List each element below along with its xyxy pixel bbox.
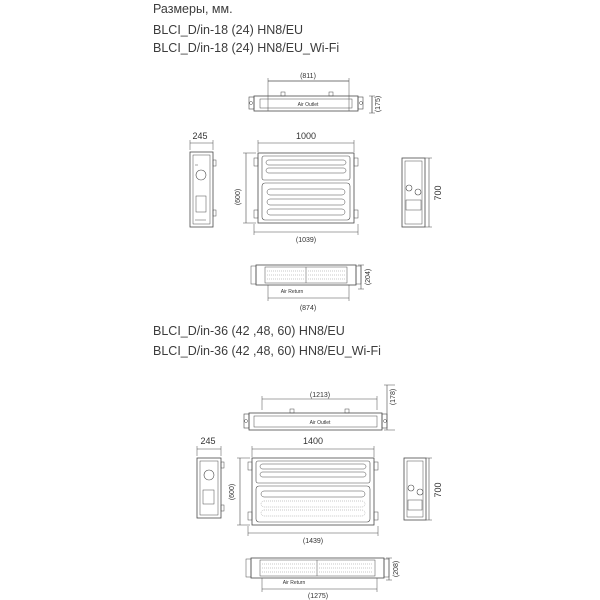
large-right-view [404,458,443,520]
small-front-body [258,153,354,223]
model-title-small-2: BLCI_D/in-18 (24) HN8/EU_Wi-Fi [153,41,340,55]
small-side-depth-label: 245 [192,131,208,141]
large-bottom-view [246,558,400,600]
small-left-view [190,131,216,227]
small-right-body [402,158,425,227]
large-front-view [229,436,378,545]
large-front-width-label: 1400 [302,436,324,446]
large-left-view [197,436,224,518]
model-title-large-2: BLCI_D/in-36 (42 ,48, 60) HN8/EU_Wi-Fi [153,344,381,358]
large-outlet-label: Air Outlet [309,420,331,426]
large-return-height-label: (208) [393,560,400,578]
large-front-overall-label: (1439) [302,538,324,545]
small-return-height-label: (204) [365,268,372,286]
large-return-label: Air Return [282,580,306,586]
model-title-small-1: BLCI_D/in-18 (24) HN8/EU [153,23,304,37]
small-top-view [249,73,382,113]
small-unit-drawings [190,73,443,312]
large-front-height-label: (600) [229,483,236,501]
large-unit-drawings [197,385,443,600]
small-right-view [402,158,443,227]
large-front-body [252,458,374,525]
small-outlet-label: Air Outlet [297,102,319,108]
large-side-body [197,458,221,518]
small-return-width-label: (874) [299,305,317,312]
large-right-height-label: 700 [433,482,443,498]
large-side-depth-label: 245 [200,436,216,446]
large-top-view [244,385,397,430]
large-top-height-label: (178) [390,388,397,406]
small-return-label: Air Return [280,289,304,295]
large-top-width-label: (1213) [309,392,331,399]
large-return-width-label: (1275) [307,593,329,600]
small-front-width-label: 1000 [295,131,317,141]
large-right-body [404,458,426,520]
model-title-large-1: BLCI_D/in-36 (42 ,48, 60) HN8/EU [153,324,345,338]
small-front-view [235,131,358,244]
small-top-height-label: (175) [375,95,382,113]
page-title: Размеры, мм. [153,2,233,16]
small-front-overall-label: (1039) [295,237,317,244]
small-top-width-label: (811) [300,73,316,80]
small-front-height-label: (600) [235,188,242,206]
small-side-body [190,152,213,227]
small-bottom-view [251,265,372,312]
small-right-height-label: 700 [433,185,443,201]
